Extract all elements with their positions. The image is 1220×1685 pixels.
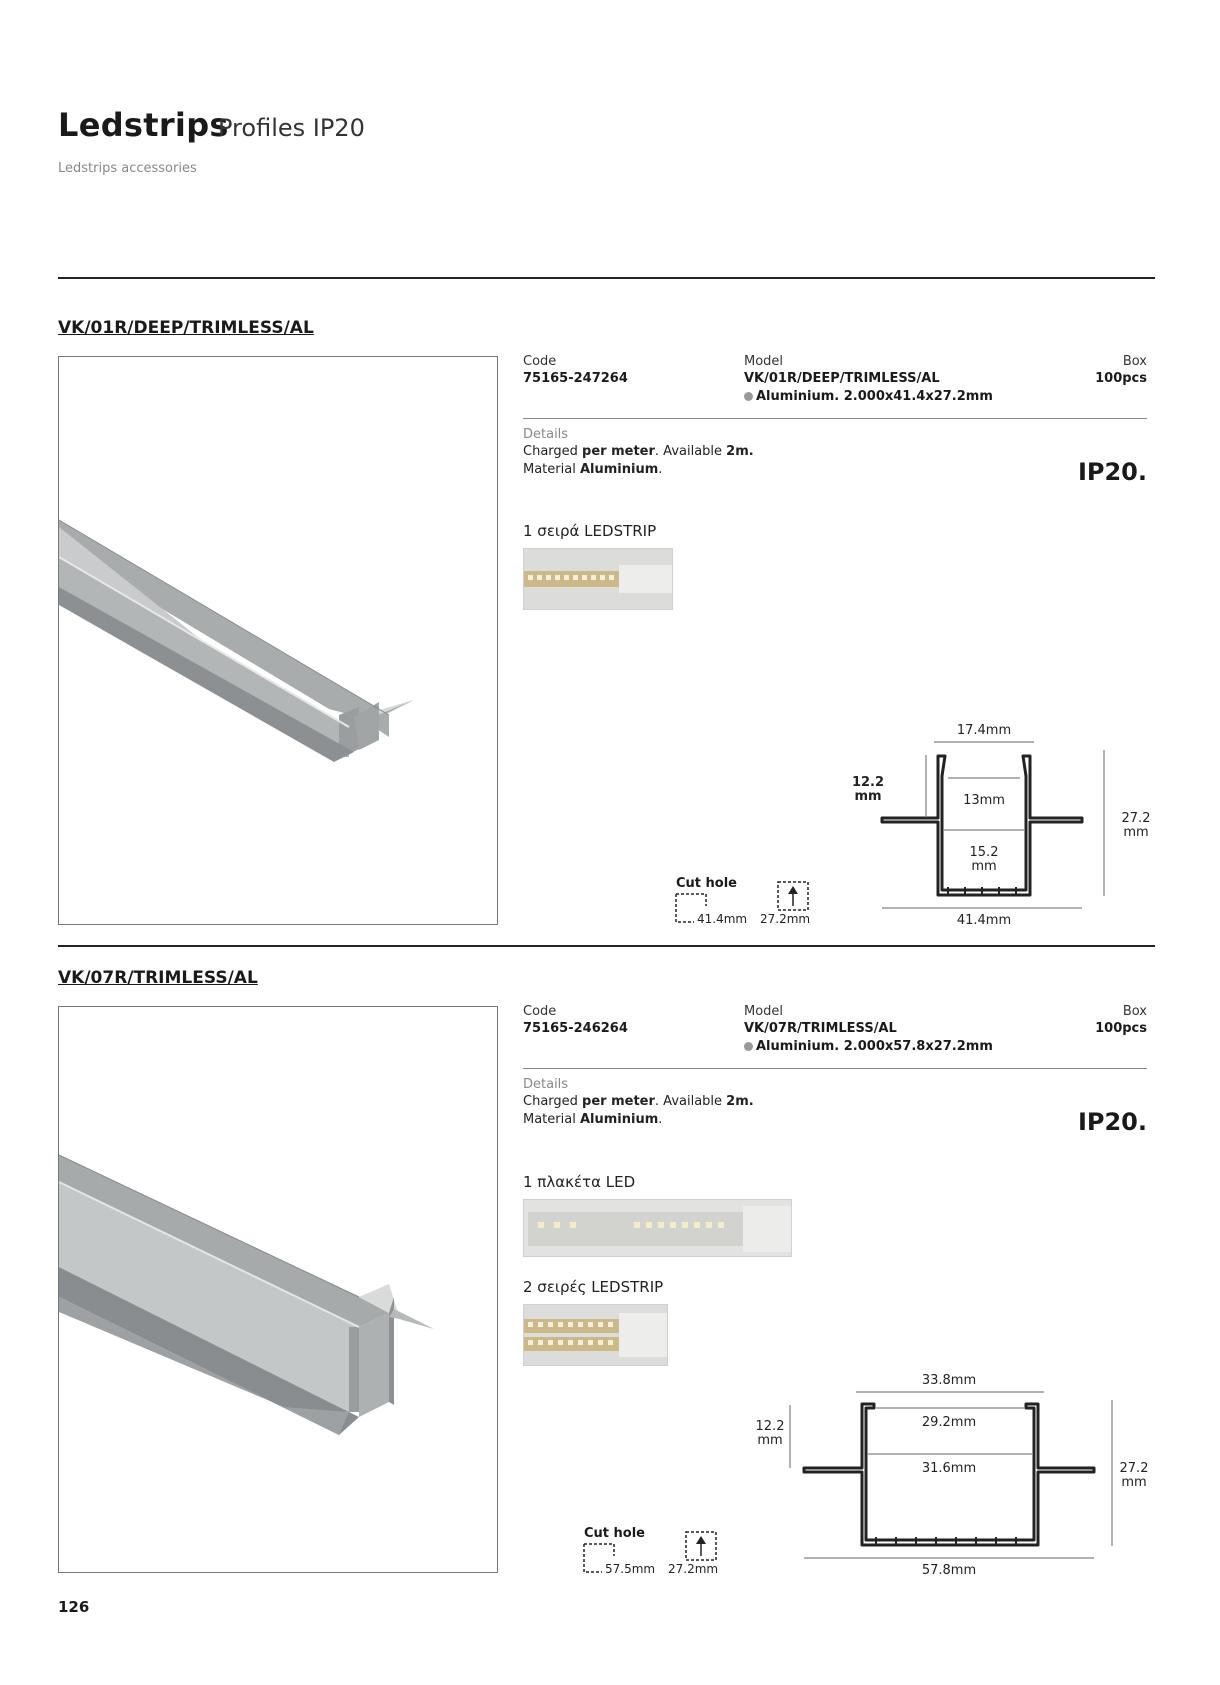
color-dot — [744, 1042, 753, 1051]
dim-inner-mid: 15.2 — [969, 845, 999, 860]
ledstrip-thumbnail — [523, 1304, 668, 1366]
model-label: Model — [744, 1004, 784, 1019]
box-value: 100pcs — [1095, 1021, 1147, 1036]
section-label: Ledstrips accessories — [58, 161, 197, 176]
material-line: Aluminium. 2.000x57.8x27.2mm — [744, 1039, 993, 1054]
strip-caption: 2 σειρές LEDSTRIP — [523, 1278, 664, 1296]
strip-caption: 1 σειρά LEDSTRIP — [523, 522, 657, 540]
dim-right-unit: mm — [1123, 825, 1149, 840]
details-line-1: Charged per meter. Available 2m. — [523, 1094, 754, 1109]
product-title: VK/01R/DEEP/TRIMLESS/AL — [58, 318, 314, 338]
details-line-2: Material Aluminium. — [523, 462, 663, 477]
details-label: Details — [523, 427, 569, 442]
dim-right: 27.2 — [1119, 1461, 1148, 1476]
material-line: Aluminium. 2.000x41.4x27.2mm — [744, 389, 993, 404]
details-line-2: Material Aluminium. — [523, 1112, 663, 1127]
ip-rating: IP20. — [1077, 1108, 1147, 1136]
color-dot — [744, 392, 753, 401]
dim-inner-mid-unit: mm — [971, 859, 997, 874]
cut-height: 27.2mm — [760, 912, 811, 926]
divider — [58, 277, 1155, 279]
dim-inner-mid: 31.6mm — [921, 1461, 977, 1476]
cut-hole-label: Cut hole — [676, 876, 737, 891]
model-label: Model — [744, 354, 784, 369]
ip-rating: IP20. — [1077, 458, 1147, 486]
dim-left-unit: mm — [854, 789, 882, 804]
dim-top: 33.8mm — [921, 1373, 977, 1388]
strip-caption: 1 πλακέτα LED — [523, 1173, 636, 1191]
dim-left: 12.2 — [755, 1419, 785, 1434]
box-label: Box — [1122, 1004, 1147, 1019]
page-title: Ledstrips — [58, 106, 229, 144]
dim-inner-top: 13mm — [963, 793, 1005, 808]
led-board-thumbnail — [523, 1199, 792, 1257]
cut-hole-label: Cut hole — [584, 1526, 645, 1541]
dim-left-unit: mm — [757, 1433, 783, 1448]
dim-left: 12.2 — [851, 775, 885, 790]
box-value: 100pcs — [1095, 371, 1147, 386]
ledstrip-thumbnail — [523, 548, 673, 610]
code-label: Code — [523, 354, 557, 369]
divider — [58, 945, 1155, 947]
dim-bottom: 57.8mm — [921, 1563, 977, 1578]
details-line-1: Charged per meter. Available 2m. — [523, 444, 754, 459]
product-title: VK/07R/TRIMLESS/AL — [58, 968, 258, 988]
cut-width: 57.5mm — [605, 1562, 656, 1576]
model-value: VK/01R/DEEP/TRIMLESS/AL — [744, 371, 940, 386]
details-divider — [523, 418, 1147, 419]
dim-top: 17.4mm — [956, 723, 1012, 738]
box-label: Box — [1122, 354, 1147, 369]
details-label: Details — [523, 1077, 569, 1092]
dim-inner-top: 29.2mm — [921, 1415, 977, 1430]
details-divider — [523, 1068, 1147, 1069]
code-value: 75165-247264 — [523, 371, 628, 386]
code-value: 75165-246264 — [523, 1021, 628, 1036]
product-photo — [58, 356, 498, 925]
cut-height: 27.2mm — [668, 1562, 719, 1576]
model-value: VK/07R/TRIMLESS/AL — [744, 1021, 897, 1036]
page-number: 126 — [58, 1598, 90, 1616]
page-subtitle: Profiles IP20 — [218, 114, 365, 142]
dim-right: 27.2 — [1121, 811, 1151, 826]
product-photo — [58, 1006, 498, 1573]
code-label: Code — [523, 1004, 557, 1019]
cut-width: 41.4mm — [697, 912, 748, 926]
dim-right-unit: mm — [1121, 1475, 1147, 1490]
dim-bottom: 41.4mm — [956, 913, 1012, 928]
profile-cross-section — [748, 1370, 1148, 1580]
profile-cross-section — [830, 720, 1160, 930]
